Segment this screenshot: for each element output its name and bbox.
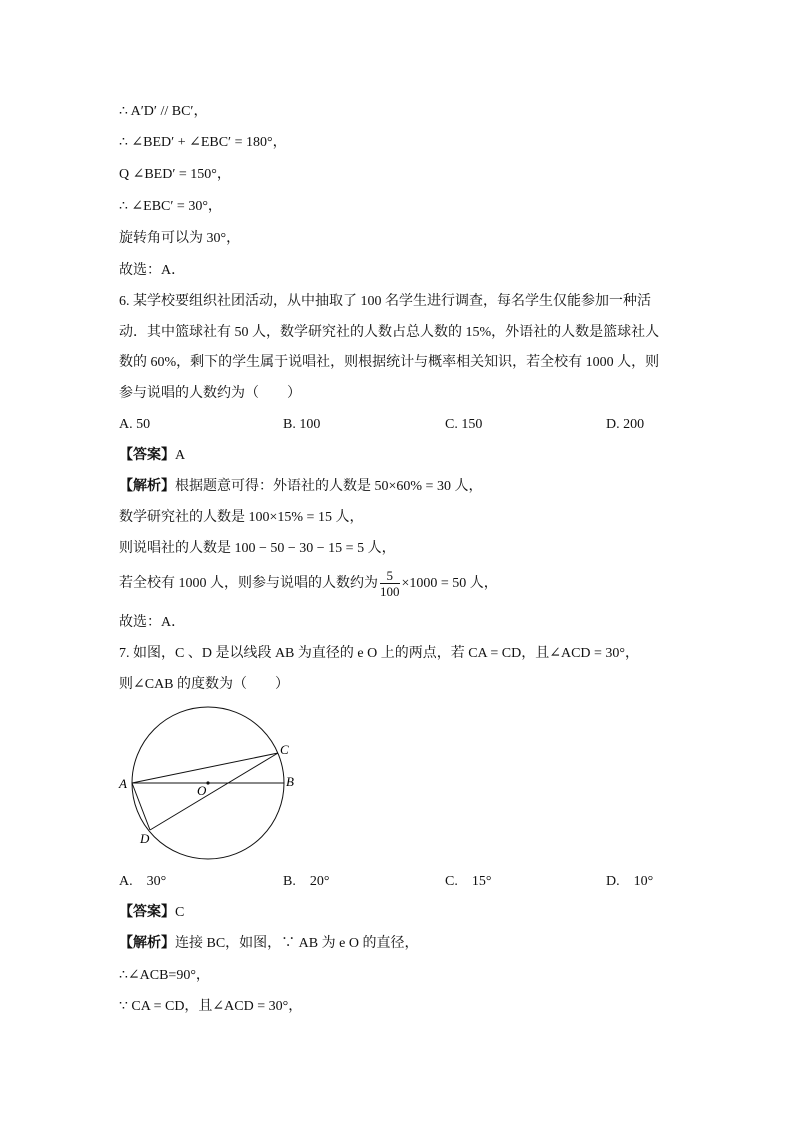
label-a: A: [119, 776, 127, 791]
q7-analysis: [119, 934, 418, 954]
fraction-numerator: 5: [380, 568, 400, 584]
q6-option-b: B. 100: [283, 417, 321, 432]
solution-line: ∴ ∠BED′ + ∠EBC′ = 180°，: [119, 135, 287, 150]
label-d: D: [140, 831, 150, 846]
q6-analysis-fraction-line: [119, 567, 498, 601]
solution-line: 旋转角可以为 30°，: [119, 231, 241, 246]
q7-answer: [119, 903, 184, 923]
q7-analysis-line: ∴∠ACB=90°，: [119, 968, 210, 983]
question-6-text: 数的 60%，剩下的学生属于说唱社，则根据统计与概率相关知识，若全校有 1000 人，则: [119, 355, 660, 370]
q6-option-d: D. 200: [606, 417, 645, 432]
analysis-label: 【解析】: [119, 936, 175, 951]
label-b: B: [286, 774, 294, 789]
question-6-text: 动．其中篮球社有 50 人，数学研究社的人数占总人数的 15%，外语社的人数是篮球社人: [119, 325, 660, 340]
analysis-text: ×1000 = 50 人，: [401, 576, 498, 591]
label-o: O: [197, 783, 207, 798]
fraction-denominator: 100: [380, 584, 400, 600]
solution-line: 故选：A．: [119, 263, 186, 278]
answer-label: 【答案】: [119, 905, 175, 920]
answer-value: A: [175, 448, 186, 463]
q6-analysis-line: 数学研究社的人数是 100×15% = 15 人，: [119, 510, 364, 525]
q6-option-a: A. 50: [119, 417, 151, 432]
question-6-text: 参与说唱的人数约为（ ）: [119, 386, 301, 401]
q7-option-c: C. 15°: [445, 874, 492, 889]
q6-analysis: [119, 477, 482, 497]
center-point: [206, 781, 209, 784]
q6-answer: [119, 446, 185, 466]
chord-ac: [132, 753, 278, 783]
q7-option-a: A. 30°: [119, 874, 167, 889]
q6-analysis-line: 则说唱社的人数是 100 − 50 − 30 − 15 = 5 人，: [119, 541, 396, 556]
q7-option-d: D. 10°: [606, 874, 654, 889]
chord-ad: [132, 783, 150, 830]
question-7-text: 则∠CAB 的度数为（ ）: [119, 677, 290, 692]
chord-dc: [150, 753, 278, 830]
analysis-text: 根据题意可得：外语社的人数是 50×60% = 30 人，: [175, 479, 483, 494]
q6-analysis-line: 故选：A．: [119, 615, 186, 630]
question-7-text: 7. 如图，C 、D 是以线段 AB 为直径的 e O 上的两点，若 CA = CD，且∠ACD = 30°，: [119, 646, 640, 661]
q6-option-c: C. 150: [445, 417, 483, 432]
fraction: [380, 568, 400, 599]
label-c: C: [280, 742, 289, 757]
question-6-text: 6. 某学校要组织社团活动，从中抽取了 100 名学生进行调查，每名学生仅能参加一种活: [119, 294, 651, 309]
solution-line: ∴ ∠EBC′ = 30°，: [119, 199, 222, 214]
answer-label: 【答案】: [119, 448, 175, 463]
circle-figure: [112, 700, 308, 870]
analysis-label: 【解析】: [119, 479, 175, 494]
q7-option-b: B. 20°: [283, 874, 330, 889]
solution-line: ∴ A′D′ // BC′，: [119, 104, 208, 119]
answer-value: C: [175, 905, 185, 920]
analysis-text: 连接 BC，如图，∵ AB 为 e O 的直径，: [175, 936, 419, 951]
analysis-text: 若全校有 1000 人，则参与说唱的人数约为: [119, 576, 378, 591]
q7-analysis-line: ∵ CA = CD，且∠ACD = 30°，: [119, 999, 303, 1014]
solution-line: Q ∠BED′ = 150°，: [119, 167, 231, 182]
